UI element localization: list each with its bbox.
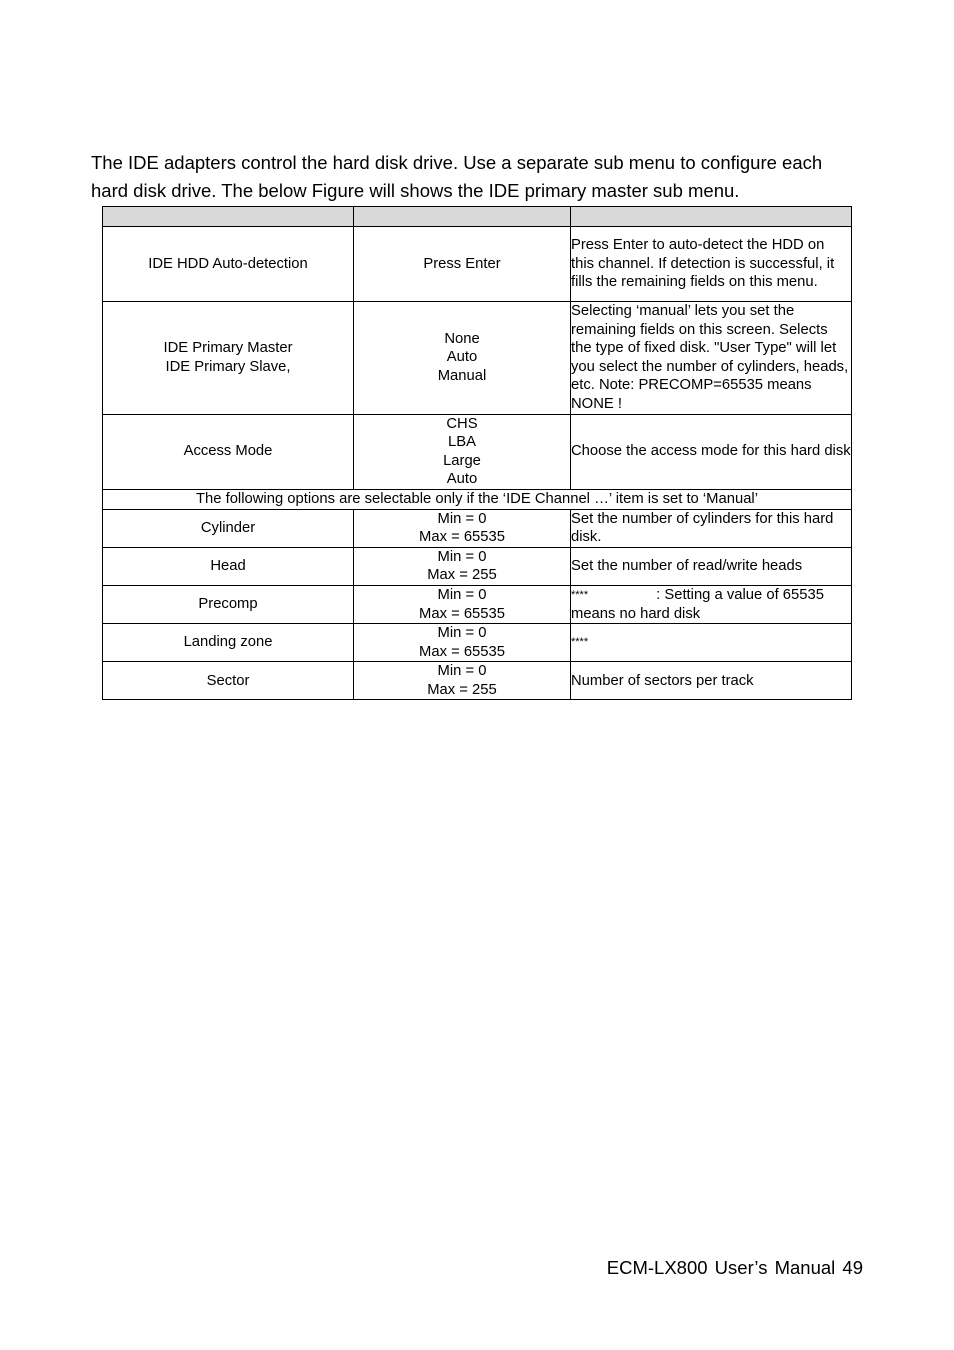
- manual-title: ECM-LX800 User’s Manual: [606, 1257, 836, 1278]
- table-note-row: [103, 489, 852, 509]
- table-row: [103, 624, 852, 662]
- asterisk-marker: ****: [571, 588, 589, 601]
- table-row: [103, 509, 852, 547]
- choice-cell: Min = 0 Max = 255: [354, 662, 571, 700]
- header-cell-choice: [354, 207, 571, 227]
- description-cell: [571, 624, 852, 662]
- option-cell: Precomp: [103, 585, 354, 623]
- option-cell: Cylinder: [103, 509, 354, 547]
- table-row: [103, 662, 852, 700]
- table-header-row: [103, 207, 852, 227]
- choice-cell: Min = 0 Max = 255: [354, 547, 571, 585]
- description-cell: Press Enter to auto-detect the HDD on this channel. If detection is successful, it fills the remaining fields on this menu.: [571, 227, 852, 302]
- choice-cell: Min = 0 Max = 65535: [354, 585, 571, 623]
- choice-cell: Min = 0 Max = 65535: [354, 509, 571, 547]
- option-cell: IDE HDD Auto-detection: [103, 227, 354, 302]
- description-cell: Set the number of read/write heads: [571, 547, 852, 585]
- table-row: [103, 414, 852, 489]
- option-cell: Access Mode: [103, 414, 354, 489]
- asterisk-marker: ****: [571, 636, 589, 649]
- choice-cell: CHS LBA Large Auto: [354, 414, 571, 489]
- ide-options-table: [102, 206, 852, 700]
- description-cell: Set the number of cylinders for this hard disk.: [571, 509, 852, 547]
- intro-line-1: The IDE adapters control the hard disk drive. Use a separate sub menu to configure each: [91, 152, 823, 173]
- choice-cell: Min = 0 Max = 65535: [354, 624, 571, 662]
- choice-cell: None Auto Manual: [354, 302, 571, 415]
- table-row: [103, 227, 852, 302]
- description-cell: Number of sectors per track: [571, 662, 852, 700]
- intro-line-2: hard disk drive. The below Figure will shows the IDE primary master sub menu.: [91, 180, 740, 201]
- option-cell: Sector: [103, 662, 354, 700]
- manual-note: The following options are selectable only if the ‘IDE Channel …’ item is set to ‘Manual’: [103, 489, 852, 509]
- description-cell: Selecting ‘manual’ lets you set the remaining fields on this screen. Selects the type of fixed disk. "User Type" will let you select the number of cylinders, heads, etc. Note: PRECOMP=65535 means NONE !: [571, 302, 852, 415]
- page-footer: [607, 1257, 863, 1279]
- choice-cell: Press Enter: [354, 227, 571, 302]
- header-cell-option: [103, 207, 354, 227]
- table-row: [103, 547, 852, 585]
- description-cell: **** : Setting a value of 65535 means no hard disk: [571, 585, 852, 623]
- page-number: 49: [842, 1257, 863, 1278]
- table-row: [103, 302, 852, 415]
- header-cell-description: [571, 207, 852, 227]
- table-row: [103, 585, 852, 623]
- description-cell: Choose the access mode for this hard disk: [571, 414, 852, 489]
- option-cell: IDE Primary Master IDE Primary Slave,: [103, 302, 354, 415]
- intro-paragraph: [91, 149, 871, 205]
- option-cell: Landing zone: [103, 624, 354, 662]
- option-cell: Head: [103, 547, 354, 585]
